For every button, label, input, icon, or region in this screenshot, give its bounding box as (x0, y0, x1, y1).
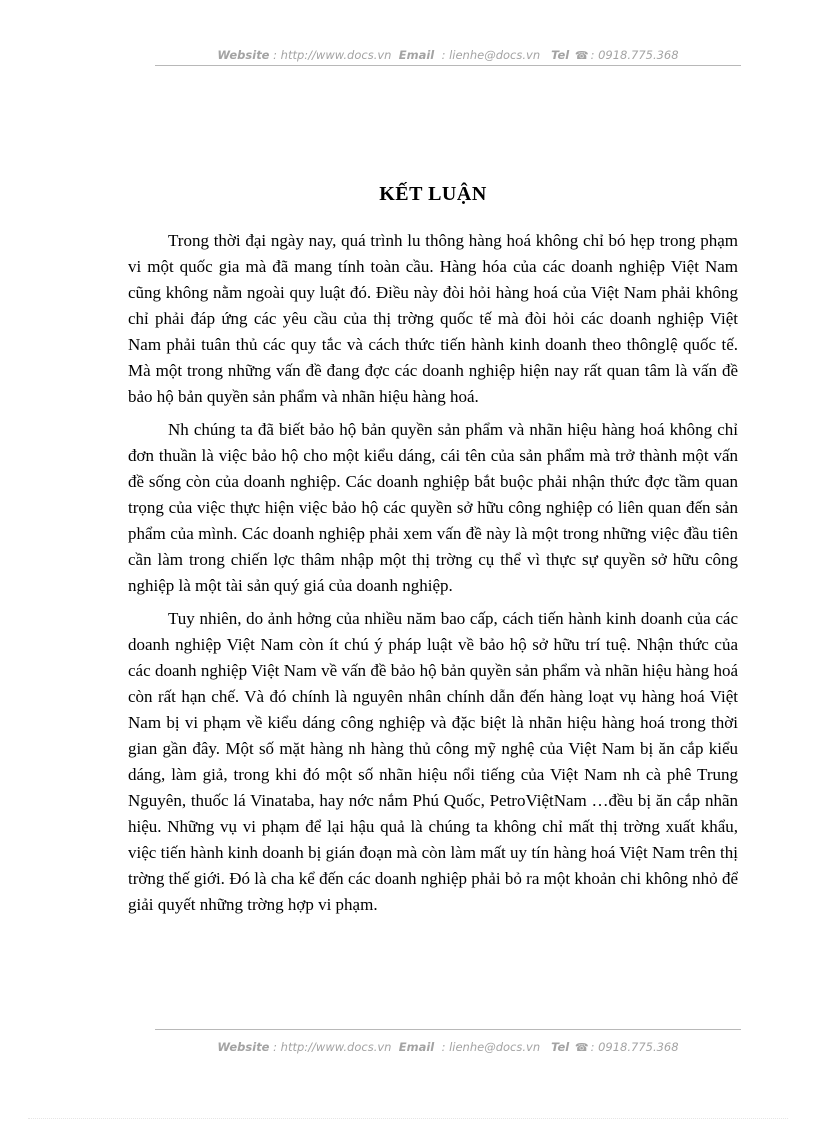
page-header (155, 48, 741, 62)
footer-email-address[interactable]: : lienhe@docs.vn (441, 1040, 541, 1054)
page-title: KẾT LUẬN (379, 183, 487, 205)
footer-phone-icon: ☎ (574, 1041, 589, 1054)
footer-tel-number: : 0918.775.368 (590, 1040, 679, 1054)
footer-website-label: Website (217, 1040, 270, 1054)
paragraph-2: Nh chúng ta đã biết bảo hộ bản quyền sản phẩm và nhãn hiệu hàng hoá không chỉ đơn thuần là việc bảo hộ cho một kiểu dáng, cái tên của sản phẩm mà trở thành một vấn đề sống còn của doanh nghiệp. Các doanh nghiệp bắt buộc phải nhận thức đợc tầm quan trọng của việc thực hiện việc bảo hộ các quyền sở hữu công nghiệp có liên quan đến sản phẩm của mình. Các doanh nghiệp phải xem vấn đề này là một trong những việc đầu tiên cần làm trong chiến lợc thâm nhập một thị trờng cụ thể vì thực sự quyền sở hữu công nghiệp là một tài sản quý giá của doanh nghiệp. (128, 420, 738, 595)
website-url[interactable]: : http://www.docs.vn (273, 48, 392, 62)
document-body (128, 228, 738, 925)
tel-number: : 0918.775.368 (590, 48, 679, 62)
footer-website-url[interactable]: : http://www.docs.vn (273, 1040, 392, 1054)
tel-label: Tel (551, 48, 570, 62)
paragraph-1: Trong thời đại ngày nay, quá trình lu thông hàng hoá không chỉ bó hẹp trong phạm vi một quốc gia mà đã mang tính toàn cầu. Hàng hóa của các doanh nghiệp Việt Nam cũng không nằm ngoài quy luật đó. Điều này đòi hỏi hàng hoá của Việt Nam phải không chỉ phải đáp ứng các yêu cầu của thị trờng quốc tế mà đòi hỏi các doanh nghiệp Việt Nam phải tuân thủ các quy tắc và cách thức tiến hành kinh doanh theo thônglệ quốc tế. Mà một trong những vấn đề đang đợc các doanh nghiệp hiện nay rất quan tâm là vấn đề bảo hộ bản quyền sản phẩm và nhãn hiệu hàng hoá. (128, 231, 738, 406)
page-edge-divider (28, 1118, 788, 1119)
phone-icon: ☎ (574, 49, 589, 62)
header-divider (155, 65, 741, 66)
website-label: Website (217, 48, 270, 62)
footer-tel-label: Tel (551, 1040, 570, 1054)
email-label: Email (398, 48, 435, 62)
email-address[interactable]: : lienhe@docs.vn (441, 48, 541, 62)
paragraph-3: Tuy nhiên, do ảnh hởng của nhiều năm bao cấp, cách tiến hành kinh doanh của các doanh nghiệp Việt Nam còn ít chú ý pháp luật về bảo hộ sở hữu trí tuệ. Nhận thức của các doanh nghiệp Việt Nam về vấn đề bảo hộ bản quyền sản phẩm và nhãn hiệu hàng hoá còn rất hạn chế. Và đó chính là nguyên nhân chính dẫn đến hàng loạt vụ hàng hoá Việt Nam bị vi phạm về kiểu dáng công nghiệp và đặc biệt là nhãn hiệu hàng hoá trong thời gian gần đây. Một số mặt hàng nh hàng thủ công mỹ nghệ của Việt Nam bị ăn cắp kiểu dáng, làm giả, trong khi đó một số nhãn hiệu nổi tiếng của Việt Nam nh cà phê Trung Nguyên, thuốc lá Vinataba, hay nớc nắm Phú Quốc, PetroViệtNam …đều bị ăn cắp nhãn hiệu. Những vụ vi phạm để lại hậu quả là chúng ta không chỉ mất thị trờng xuất khẩu, việc tiến hành kinh doanh bị gián đoạn mà còn làm mất uy tín hàng hoá Việt Nam trên thị trờng thế giới. Đó là cha kể đến các doanh nghiệp phải bỏ ra một khoản chi không nhỏ để giải quyết những trờng hợp vi phạm. (128, 609, 738, 914)
page-footer (155, 1040, 741, 1054)
footer-email-label: Email (398, 1040, 435, 1054)
footer-divider (155, 1029, 741, 1030)
